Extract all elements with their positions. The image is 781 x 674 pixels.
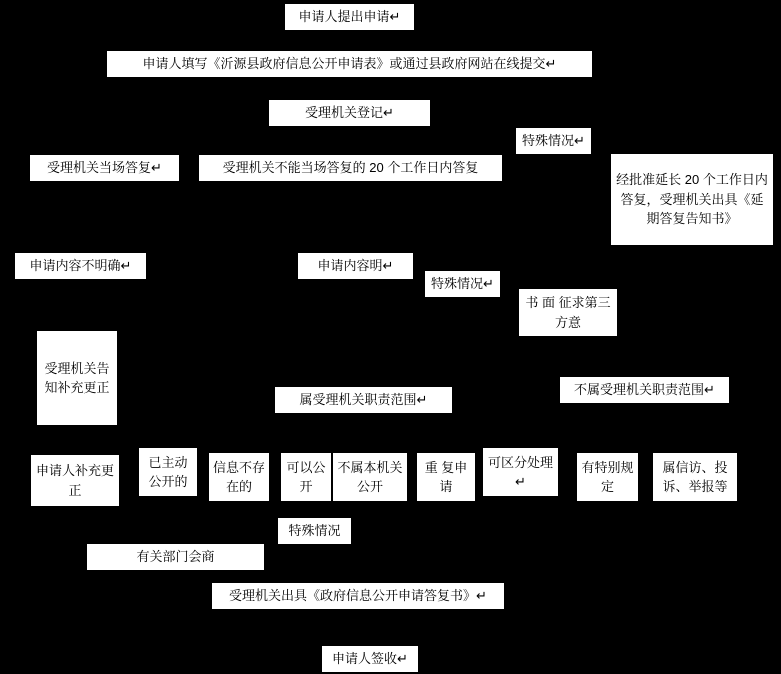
flowchart-node: 申请内容不明确↵ [14, 252, 147, 280]
flowchart-node: 申请内容明↵ [297, 252, 414, 280]
flowchart-node: 书 面 征求第三方意 [518, 288, 618, 337]
flowchart-node: 已主动公开的 [138, 447, 198, 497]
flowchart-node: 属受理机关职责范围↵ [274, 386, 453, 414]
flowchart-node: 受理机关登记↵ [268, 99, 431, 127]
flowchart-node: 特殊情况↵ [515, 127, 592, 155]
flowchart-node: 特殊情况 [277, 517, 352, 545]
flowchart-node: 受理机关出具《政府信息公开申请答复书》↵ [211, 582, 505, 610]
flowchart-node: 申请人签收↵ [321, 645, 419, 673]
flowchart-node: 申请人填写《沂源县政府信息公开申请表》或通过县政府网站在线提交↵ [106, 50, 593, 78]
flowchart-node: 特殊情况↵ [424, 270, 501, 298]
flowchart-node: 重 复申请 [416, 452, 476, 502]
flowchart-node: 有关部门会商 [86, 543, 265, 571]
flowchart-node: 受理机关当场答复↵ [29, 154, 180, 182]
flowchart-node: 信息不存在的 [208, 452, 270, 502]
flowchart-node: 属信访、投诉、举报等 [652, 452, 738, 502]
flowchart-node: 受理机关不能当场答复的 20 个工作日内答复 [198, 154, 503, 182]
flowchart-node: 不属受理机关职责范围↵ [559, 376, 730, 404]
flowchart-node: 经批准延长 20 个工作日内答复，受理机关出具《延期答复告知书》 [610, 153, 774, 246]
flowchart-node: 不属本机关公开 [332, 452, 408, 502]
flowchart-node: 有特别规定 [576, 452, 639, 502]
flowchart-node: 申请人补充更正 [30, 454, 120, 507]
flowchart-node: 可区分处理↵ [482, 447, 559, 497]
flowchart-node: 申请人提出申请↵ [284, 3, 415, 31]
flowchart-node: 受理机关告知补充更正 [36, 330, 118, 426]
flowchart-node: 可以公开 [280, 452, 332, 502]
